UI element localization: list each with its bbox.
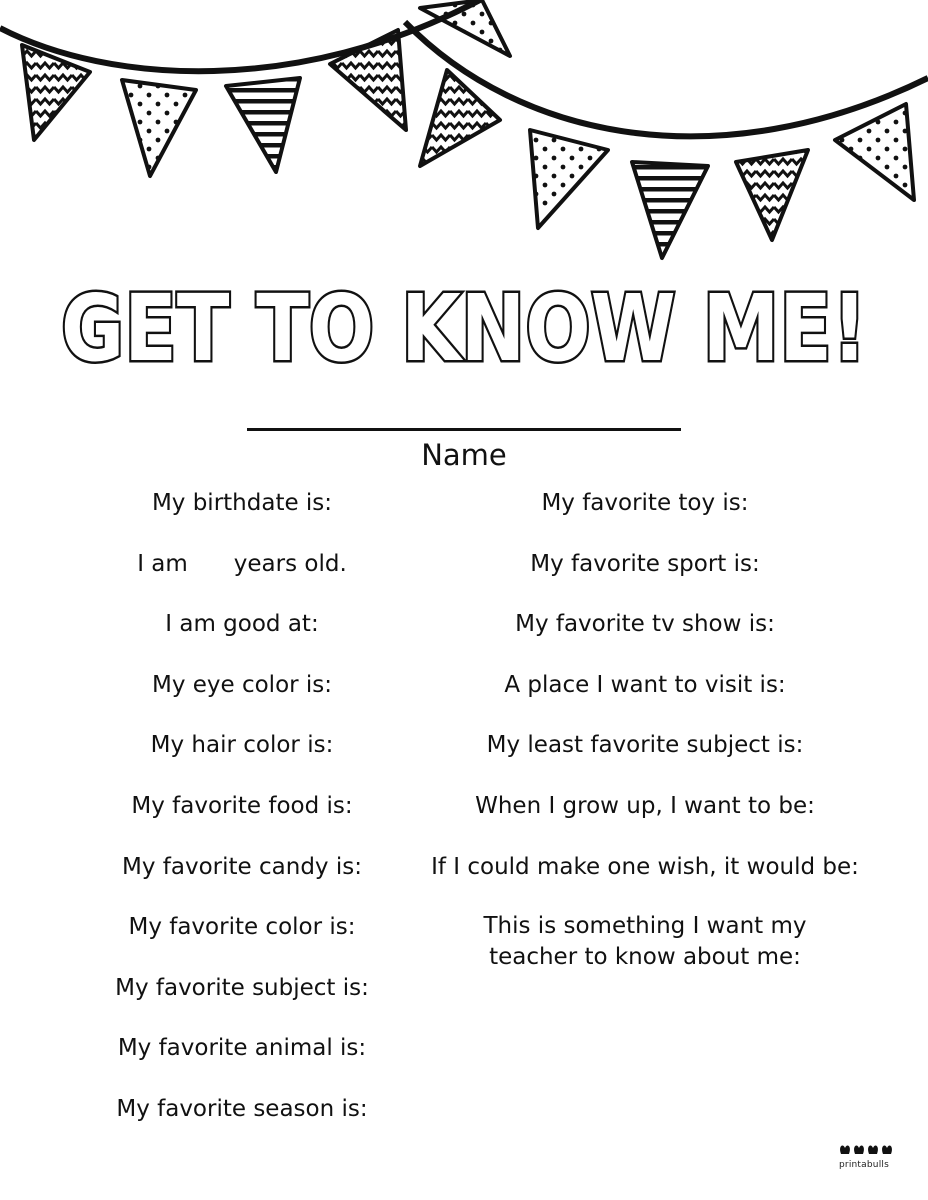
pennant-zigzag <box>330 30 406 130</box>
prompt-favorite-food: My favorite food is: <box>131 792 353 819</box>
prompt-eye-color: My eye color is: <box>151 671 333 698</box>
page-title <box>0 272 928 382</box>
prompt-birthdate: My birthdate is: <box>151 490 333 516</box>
prompt-favorite-season: My favorite season is: <box>116 1095 368 1122</box>
prompt-age <box>90 548 394 609</box>
prompt-teacher-note-line1: This is something I want my <box>483 913 807 940</box>
prompt-grow-up: When I grow up, I want to be: <box>475 792 815 819</box>
name-label: Name <box>421 438 507 472</box>
prompt-favorite-sport: My favorite sport is: <box>530 550 760 577</box>
logo-wordmark: printabulls <box>839 1160 889 1170</box>
prompt-favorite-tv-show: My favorite tv show is: <box>515 611 775 638</box>
prompt-least-favorite-subject: My least favorite subject is: <box>486 732 804 759</box>
pennant-stripes <box>226 78 300 172</box>
prompt-favorite-animal: My favorite animal is: <box>117 1035 367 1062</box>
prompt-teacher-note <box>418 911 872 972</box>
prompt-place-to-visit: A place I want to visit is: <box>504 671 786 698</box>
prompt-teacher-note-line2: teacher to know about me: <box>489 944 801 971</box>
pennant-dots <box>835 104 914 200</box>
left-prompts <box>90 487 394 1154</box>
pennant-dots <box>530 130 608 228</box>
pennant-stripes <box>632 162 708 258</box>
prompt-wish: If I could make one wish, it would be: <box>431 853 859 880</box>
prompt-favorite-candy: My favorite candy is: <box>122 853 362 880</box>
prompt-age-before: I am <box>137 550 188 577</box>
name-underline <box>247 428 681 431</box>
printabulls-logo-icon <box>833 1140 895 1176</box>
page-title-text: GET TO KNOW ME! <box>61 275 867 382</box>
pennant-dots <box>122 80 196 176</box>
prompt-hair-color: My hair color is: <box>150 732 334 759</box>
right-prompts <box>418 487 872 972</box>
prompt-favorite-color: My favorite color is: <box>128 914 356 941</box>
prompt-good-at: I am good at: <box>165 611 319 638</box>
pennant-zigzag <box>736 150 808 240</box>
prompt-favorite-subject: My favorite subject is: <box>115 974 369 1001</box>
bunting-banner <box>0 0 928 270</box>
prompt-favorite-toy: My favorite toy is: <box>541 490 749 516</box>
prompt-age-after: years old. <box>233 550 347 577</box>
